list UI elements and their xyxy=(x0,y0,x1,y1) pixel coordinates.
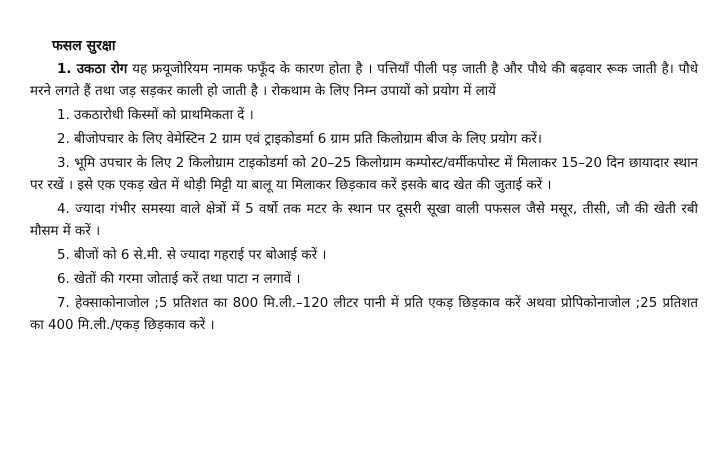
paragraph-item-5: 5. बीजों को 6 से.मी. से ज्यादा गहराई पर बोआई करें । xyxy=(57,248,327,263)
paragraph-wilt-disease xyxy=(30,59,698,103)
document-page xyxy=(30,36,698,339)
paragraph-item-6: 6. खेतों की गरमा जोताई करें तथा पाटा न लगावें । xyxy=(57,272,301,287)
paragraph-item-4: 4. ज्यादा गंभीर समस्या वाले क्षेत्रों में 5 वर्षो तक मटर के स्थान पर दूसरी सूखा वाली पफसल जैसे मसूर, तीसी, जौ की खेती रबी मौसम में करें । xyxy=(30,202,698,239)
paragraph-item-3: 3. भूमि उपचार के लिए 2 किलोग्राम टाइकोडर्मा को 20–25 किलोग्राम कम्पोस्ट/वर्मीकपोस्ट में मिलाकर 15–20 दिन छायादार स्थान पर रखें । इसे एक एकड़ खेत में थोड़ी मिट्टी या बालू या मिलाकर छिड़काव करें इसके बाद खेत की जुताई करें । xyxy=(30,156,698,193)
section-heading: फसल सुरक्षा xyxy=(52,38,116,54)
paragraph-item-7: 7. हेक्साकोनाजोल ;5 प्रतिशत का 800 मि.ली.–120 लीटर पानी में प्रति एकड़ छिड़काव करें अथवा प्रोपिकोनाजोल ;25 प्रतिशत का 400 मि.ली./एकड़ छिड़काव करें । xyxy=(30,296,698,333)
paragraph-lead: 1. उकठा रोग xyxy=(57,62,128,77)
paragraph-item-1: 1. उकठारोधी किस्मों को प्राथमिकता दें । xyxy=(57,108,254,123)
paragraph-text: यह फ्रयूजोरियम नामक फफूँद के कारण होता है । पत्तियाँ पीली पड़ जाती है और पौधे की बढ़वार रूक जाती है। पौधे मरने लगते हैं तथा जड़ सड़कर काली हो जाती है । रोकथाम के लिए निम्न उपायों को प्रयोग में लायें xyxy=(30,62,698,99)
paragraph-item-2: 2. बीजोपचार के लिए वेमेस्टिन 2 ग्राम एवं ट्राइकोडर्मा 6 ग्राम प्रति किलोग्राम बीज के लिए प्रयोग करें। xyxy=(57,132,542,147)
